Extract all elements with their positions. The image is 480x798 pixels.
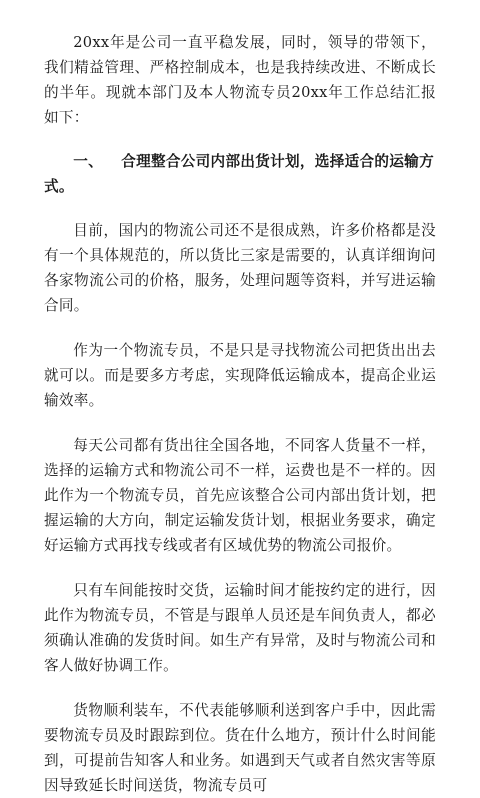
body-paragraph-4: 只有车间能按时交货，运输时间才能按约定的进行，因此作为物流专员，不管是与跟单人员还是车间负责人，都必须确认准确的发货时间。如生产有异常，及时与物流公司和客人做好协调工作。 <box>44 582 436 674</box>
body-paragraph-5: 货物顺利装车，不代表能够顺利送到客户手中，因此需要物流专员及时跟踪到位。货在什么地方，预计什么时间能到，可提前告知客人和业务。如遇到天气或者自然灾害等原因导致延长时间送货，物流专员可 <box>44 702 436 794</box>
body-paragraph-2: 作为一个物流专员，不是只是寻找物流公司把货出出去就可以。而是要多方考虑，实现降低运输成本，提高企业运输效率。 <box>44 342 436 409</box>
body-paragraph-3: 每天公司都有货出往全国各地，不同客人货量不一样，选择的运输方式和物流公司不一样，运费也是不一样的。因此作为一个物流专员，首先应该整合公司内部出货计划，把握运输的大方向，制定运输发货计划，根据业务要求，确定好运输方式再找专线或者有区域优势的物流公司报价。 <box>44 437 436 554</box>
section-number: 一、 <box>73 153 103 170</box>
intro-paragraph: 20xx年是公司一直平稳发展，同时，领导的带领下，我们精益管理、严格控制成本，也是我持续改进、不断成长的半年。现就本部门及本人物流专员20xx年工作总结汇报如下： <box>44 34 436 126</box>
section-heading <box>44 149 436 199</box>
body-paragraph-1: 目前，国内的物流公司还不是很成熟，许多价格都是没有一个具体规范的，所以货比三家是需要的，认真详细询问各家物流公司的价格，服务，处理问题等资料，并写进运输合同。 <box>44 222 436 314</box>
section-title: 合理整合公司内部出货计划，选择适合的运输方式。 <box>44 153 434 195</box>
